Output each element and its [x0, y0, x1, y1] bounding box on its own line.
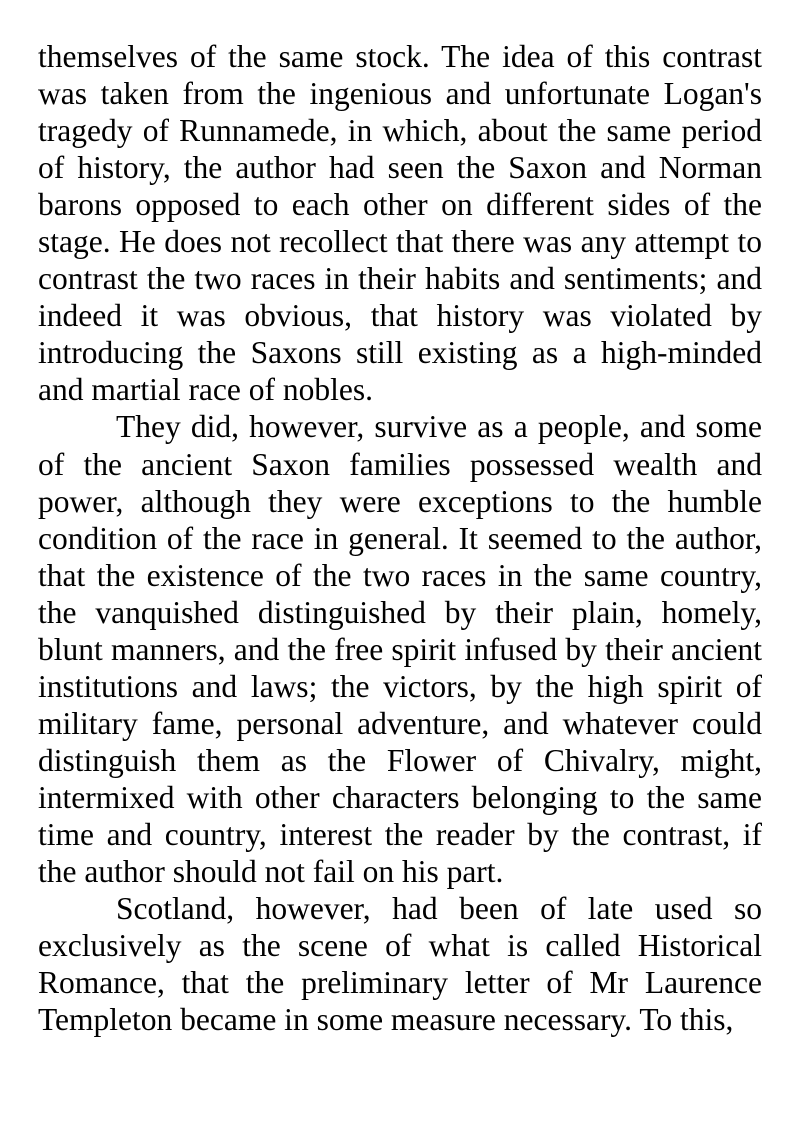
- paragraph-2: They did, however, survive as a people, and some of the ancient Saxon families possessed wealth and power, although they were exceptions to the humble condition of the race in general. It seemed to the author, that the existence of the two races in the same country, the vanquished distinguished by their plain, homely, blunt manners, and the free spirit infused by their ancient institutions and laws; the victors, by the high spirit of military fame, personal adventure, and whatever could distinguish them as the Flower of Chivalry, might, intermixed with other characters belonging to the same time and country, interest the reader by the contrast, if the author should not fail on his part.: [38, 409, 762, 890]
- document-page: [38, 38, 762, 1038]
- paragraph-3: Scotland, however, had been of late used so exclusively as the scene of what is called Historical Romance, that the preliminary letter of Mr Laurence Templeton became in some measure necessary. To this,: [38, 891, 762, 1038]
- paragraph-1: themselves of the same stock. The idea of this contrast was taken from the ingenious and unfortunate Logan's tragedy of Runnamede, in which, about the same period of history, the author had seen the Saxon and Norman barons opposed to each other on different sides of the stage. He does not recollect that there was any attempt to contrast the two races in their habits and sentiments; and indeed it was obvious, that history was violated by introducing the Saxons still existing as a high-minded and martial race of nobles.: [38, 39, 762, 408]
